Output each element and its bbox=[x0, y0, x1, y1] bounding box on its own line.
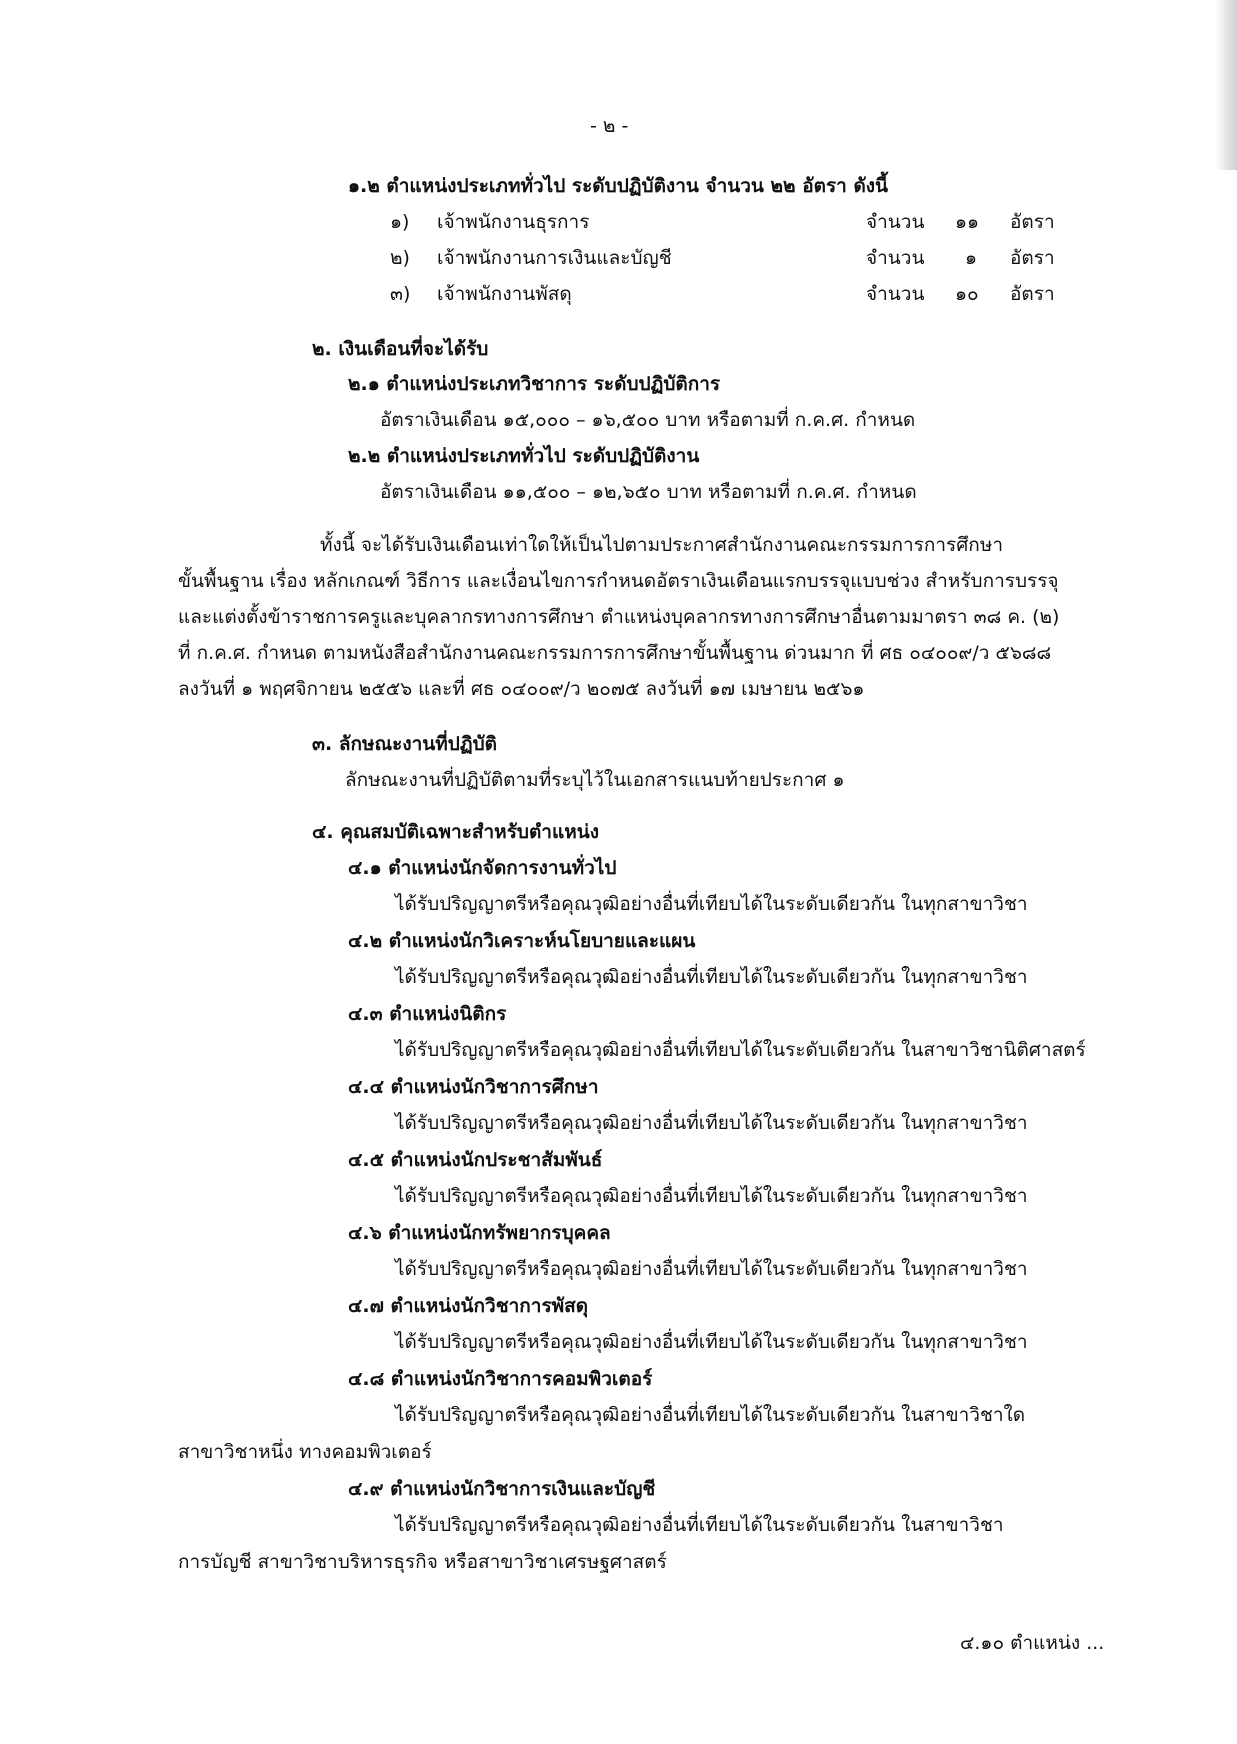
qualification-text: ได้รับปริญญาตรีหรือคุณวุฒิอย่างอื่นที่เทียบได้ในระดับเดียวกัน ในทุกสาขาวิชา bbox=[395, 1185, 1028, 1207]
qualification-text: ได้รับปริญญาตรีหรือคุณวุฒิอย่างอื่นที่เทียบได้ในระดับเดียวกัน ในสาขาวิชาใด bbox=[395, 1404, 1026, 1426]
paragraph-line: ลงวันที่ ๑ พฤศจิกายน ๒๕๕๖ และที่ ศธ ๐๔๐๐๙/ว ๒๐๗๕ ลงวันที่ ๑๗ เมษายน ๒๕๖๑ bbox=[178, 678, 865, 700]
list-item-count: ๑๐ bbox=[955, 283, 979, 305]
list-item-name: เจ้าพนักงานพัสดุ bbox=[437, 283, 572, 305]
section-2-2-heading: ๒.๒ ตำแหน่งประเภททั่วไป ระดับปฏิบัติงาน bbox=[348, 445, 700, 467]
list-item-count-label: จำนวน bbox=[866, 211, 925, 233]
qualification-text: ได้รับปริญญาตรีหรือคุณวุฒิอย่างอื่นที่เทียบได้ในระดับเดียวกัน ในทุกสาขาวิชา bbox=[395, 893, 1028, 915]
list-item-name: เจ้าพนักงานการเงินและบัญชี bbox=[437, 247, 672, 269]
qualification-text: ได้รับปริญญาตรีหรือคุณวุฒิอย่างอื่นที่เทียบได้ในระดับเดียวกัน ในสาขาวิชา bbox=[395, 1514, 1004, 1536]
qualification-title: ๔.๘ ตำแหน่งนักวิชาการคอมพิวเตอร์ bbox=[348, 1368, 653, 1390]
section-2-1-heading: ๒.๑ ตำแหน่งประเภทวิชาการ ระดับปฏิบัติการ bbox=[348, 373, 721, 395]
qualification-title: ๔.๑ ตำแหน่งนักจัดการงานทั่วไป bbox=[348, 857, 617, 879]
paragraph-line: และแต่งตั้งข้าราชการครูและบุคลากรทางการศึกษา ตำแหน่งบุคลากรทางการศึกษาอื่นตามมาตรา ๓๘ ค. (๒) bbox=[178, 606, 1060, 628]
qualification-title: ๔.๖ ตำแหน่งนักทรัพยากรบุคคล bbox=[348, 1222, 611, 1244]
paragraph-line: ทั้งนี้ จะได้รับเงินเดือนเท่าใดให้เป็นไปตามประกาศสำนักงานคณะกรรมการการศึกษา bbox=[320, 534, 1004, 556]
qualification-text: การบัญชี สาขาวิชาบริหารธุรกิจ หรือสาขาวิชาเศรษฐศาสตร์ bbox=[178, 1551, 667, 1573]
qualification-title: ๔.๓ ตำแหน่งนิติกร bbox=[348, 1003, 507, 1025]
list-item-number: ๒) bbox=[390, 247, 410, 269]
list-item-unit: อัตรา bbox=[1010, 211, 1055, 233]
qualification-title: ๔.๗ ตำแหน่งนักวิชาการพัสดุ bbox=[348, 1295, 589, 1317]
list-item-unit: อัตรา bbox=[1010, 283, 1055, 305]
qualification-text: ได้รับปริญญาตรีหรือคุณวุฒิอย่างอื่นที่เทียบได้ในระดับเดียวกัน ในทุกสาขาวิชา bbox=[395, 966, 1028, 988]
paragraph-line: ที่ ก.ค.ศ. กำหนด ตามหนังสือสำนักงานคณะกรรมการการศึกษาขั้นพื้นฐาน ด่วนมาก ที่ ศธ ๐๔๐๐๙/ว ๕๖๘๘ bbox=[178, 642, 1052, 664]
salary-rate-2-2: อัตราเงินเดือน ๑๑,๕๐๐ – ๑๒,๖๕๐ บาท หรือตามที่ ก.ค.ศ. กำหนด bbox=[380, 481, 917, 503]
section-2-heading: ๒. เงินเดือนที่จะได้รับ bbox=[312, 338, 489, 360]
list-item-number: ๓) bbox=[390, 283, 411, 305]
qualification-text: ได้รับปริญญาตรีหรือคุณวุฒิอย่างอื่นที่เทียบได้ในระดับเดียวกัน ในทุกสาขาวิชา bbox=[395, 1331, 1028, 1353]
list-item-count-label: จำนวน bbox=[866, 283, 925, 305]
list-item-count: ๑ bbox=[965, 247, 978, 269]
qualification-text: ได้รับปริญญาตรีหรือคุณวุฒิอย่างอื่นที่เทียบได้ในระดับเดียวกัน ในทุกสาขาวิชา bbox=[395, 1112, 1028, 1134]
list-item-number: ๑) bbox=[390, 211, 410, 233]
section-3-text: ลักษณะงานที่ปฏิบัติตามที่ระบุไว้ในเอกสารแนบท้ายประกาศ ๑ bbox=[345, 769, 845, 791]
page-number: - ๒ - bbox=[590, 115, 629, 137]
section-3-heading: ๓. ลักษณะงานที่ปฏิบัติ bbox=[312, 733, 497, 755]
qualification-text: ได้รับปริญญาตรีหรือคุณวุฒิอย่างอื่นที่เทียบได้ในระดับเดียวกัน ในสาขาวิชานิติศาสตร์ bbox=[395, 1039, 1086, 1061]
qualification-text: สาขาวิชาหนึ่ง ทางคอมพิวเตอร์ bbox=[178, 1441, 432, 1463]
list-item-count: ๑๑ bbox=[955, 211, 980, 233]
paragraph-line: ขั้นพื้นฐาน เรื่อง หลักเกณฑ์ วิธีการ และเงื่อนไขการกำหนดอัตราเงินเดือนแรกบรรจุแบบช่วง สำหรับการบรรจุ bbox=[178, 570, 1059, 592]
qualification-title: ๔.๒ ตำแหน่งนักวิเคราะห์นโยบายและแผน bbox=[348, 930, 696, 952]
continuation-note: ๔.๑๐ ตำแหน่ง ... bbox=[960, 1632, 1105, 1654]
list-item-count-label: จำนวน bbox=[866, 247, 925, 269]
section-4-heading: ๔. คุณสมบัติเฉพาะสำหรับตำแหน่ง bbox=[312, 821, 600, 843]
salary-rate-2-1: อัตราเงินเดือน ๑๕,๐๐๐ – ๑๖,๕๐๐ บาท หรือตามที่ ก.ค.ศ. กำหนด bbox=[380, 409, 916, 431]
qualification-text: ได้รับปริญญาตรีหรือคุณวุฒิอย่างอื่นที่เทียบได้ในระดับเดียวกัน ในทุกสาขาวิชา bbox=[395, 1258, 1028, 1280]
qualification-title: ๔.๔ ตำแหน่งนักวิชาการศึกษา bbox=[348, 1076, 599, 1098]
qualification-title: ๔.๙ ตำแหน่งนักวิชาการเงินและบัญชี bbox=[348, 1478, 656, 1500]
section-1-2-heading: ๑.๒ ตำแหน่งประเภททั่วไป ระดับปฏิบัติงาน จำนวน ๒๒ อัตรา ดังนี้ bbox=[348, 175, 889, 197]
list-item-unit: อัตรา bbox=[1010, 247, 1055, 269]
qualification-title: ๔.๕ ตำแหน่งนักประชาสัมพันธ์ bbox=[348, 1149, 603, 1171]
scan-edge-shadow bbox=[1215, 0, 1237, 170]
list-item-name: เจ้าพนักงานธุรการ bbox=[437, 211, 590, 233]
